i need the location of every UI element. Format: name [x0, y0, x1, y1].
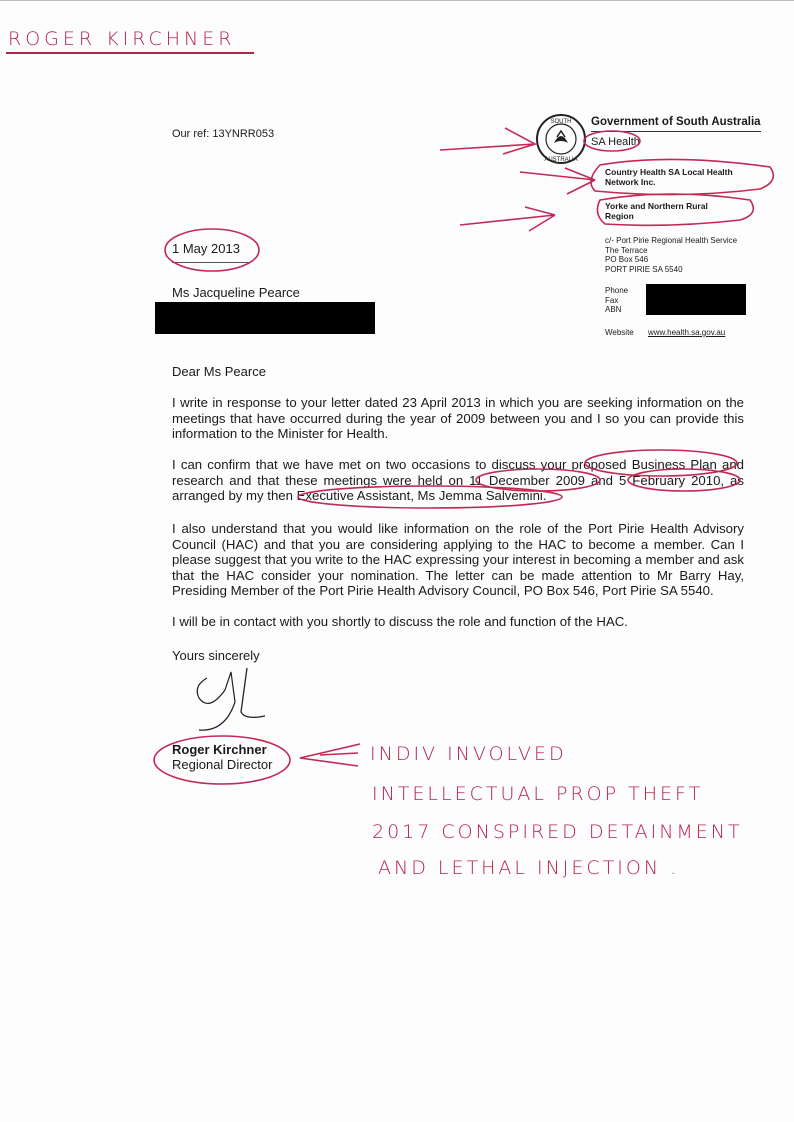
- arrow-1: [440, 128, 535, 154]
- paragraph-1: I write in response to your letter dated 23 April 2013 in which you are seeking information on the meetings that have occurred during the year of 2009 between you and I so you can provide this information to the Minister for Health.: [172, 395, 744, 441]
- network-line-1: Country Health SA Local Health: [605, 167, 733, 177]
- department-name: SA Health: [591, 136, 640, 148]
- recipient-name: Ms Jacqueline Pearce: [172, 285, 300, 300]
- address-line-3: PO Box 546: [605, 255, 649, 264]
- address-line-4: PORT PIRIE SA 5540: [605, 264, 683, 274]
- network-circle: [591, 159, 773, 194]
- arrow-2: [520, 168, 595, 194]
- letter-date: 1 May 2013: [172, 241, 240, 256]
- fax-label: Fax: [605, 295, 619, 305]
- address-line-2: The Terrace: [605, 245, 648, 255]
- sa-health-circle: [584, 131, 640, 151]
- address-line-1: c/- Port Pirie Regional Health Service: [605, 236, 738, 245]
- government-title: Government of South Australia: [591, 116, 761, 128]
- annotation-line-4: AND LETHAL INJECTION .: [378, 857, 680, 879]
- paragraph-2: I can confirm that we have met on two occasions to discuss your proposed Business Plan and research and that these meetings were held on 11 December 2009 and 5 February 2010, as arranged by my then Executive Assistant, Ms Jemma Salvemini.: [172, 457, 744, 503]
- annotation-line-2: INTELLECTUAL PROP THEFT: [372, 783, 704, 805]
- paragraph-3: I also understand that you would like information on the role of the Port Pirie Health Advisory Council (HAC) and that you are considering applying to the HAC to become a member. Can I please suggest that you write to the HAC expressing your interest in becoming a member and ask that the HAC consider your nomination. The letter can be made attention to Mr Barry Hay, Presiding Member of the Port Pirie Health Advisory Council, PO Box 546, Port Pirie SA 5540.: [172, 521, 744, 598]
- region-line-1: Yorke and Northern Rural: [605, 201, 708, 211]
- region-circle: [597, 194, 753, 225]
- signer-title: Regional Director: [172, 757, 273, 772]
- website-link[interactable]: www.health.sa.gov.au: [648, 328, 726, 337]
- arrow-3: [460, 207, 555, 231]
- our-ref: Our ref: 13YNRR053: [172, 128, 275, 140]
- region-line-2: Region: [605, 211, 634, 221]
- phone-label: Phone: [605, 286, 629, 295]
- handwritten-name: ROGER KIRCHNER: [8, 28, 236, 50]
- business-plan-circle: [585, 450, 737, 476]
- svg-text:SOUTH: SOUTH: [550, 119, 572, 125]
- website-label: Website: [605, 328, 634, 337]
- date-2-circle: [628, 469, 740, 491]
- abn-label: ABN: [605, 305, 622, 314]
- date-circle: [165, 229, 259, 271]
- annotation-line-3: 2017 CONSPIRED DETAINMENT: [372, 821, 743, 843]
- closing: Yours sincerely: [172, 648, 260, 663]
- svg-text:AUSTRALIA: AUSTRALIA: [544, 157, 578, 163]
- signer-circle: [154, 736, 290, 784]
- salutation: Dear Ms Pearce: [172, 364, 266, 379]
- signer-name: Roger Kirchner: [172, 742, 267, 757]
- arrow-signer: [300, 744, 360, 766]
- paragraph-4: I will be in contact with you shortly to discuss the role and function of the HAC.: [172, 614, 628, 629]
- assistant-circle: [298, 486, 562, 508]
- network-line-2: Network Inc.: [605, 177, 656, 187]
- annotation-line-1: INDIV INVOLVED: [370, 743, 567, 765]
